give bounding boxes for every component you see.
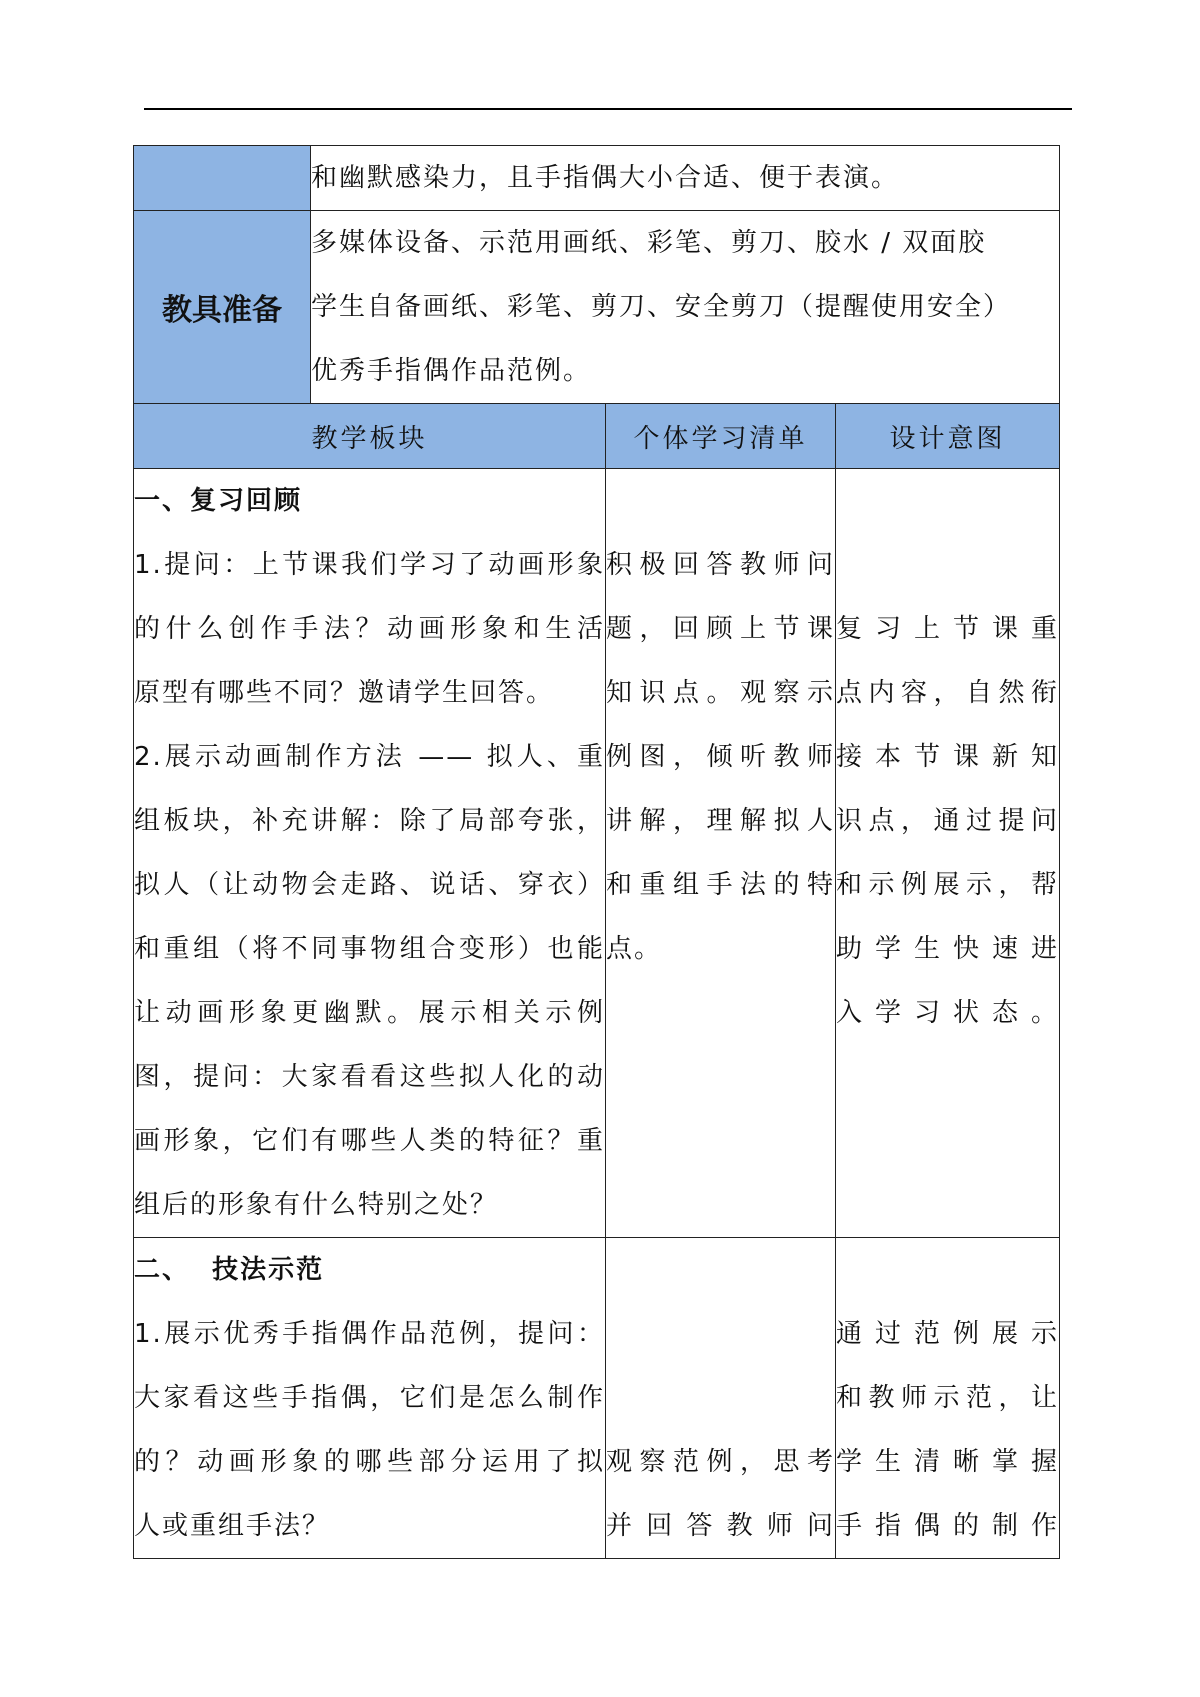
learning-line: 和重组手法的特 [606, 870, 835, 900]
materials-label: 教具准备 [134, 211, 311, 404]
module-line: 的？动画形象的哪些部分运用了拟 [134, 1447, 605, 1477]
learning-line: 积极回答教师问 [606, 550, 835, 580]
intent-line: 识点，通过提问 [836, 806, 1060, 836]
column-header-learning: 个体学习清单 [606, 404, 836, 469]
module-line: 1.展示优秀手指偶作品范例，提问： [134, 1319, 605, 1349]
module-line: 让动画形象更幽默。展示相关示例 [134, 998, 605, 1028]
section-title: 二、 技法示范 [134, 1255, 325, 1285]
module-line: 的什么创作手法？动画形象和生活 [134, 614, 605, 644]
module-line: 画形象，它们有哪些人类的特征？重 [134, 1126, 605, 1156]
continuation-label-cell [134, 146, 311, 211]
column-header-module: 教学板块 [134, 404, 606, 469]
column-header-row [134, 404, 1060, 469]
module-line: 1.提问：上节课我们学习了动画形象 [134, 550, 605, 580]
section-review-module [134, 469, 606, 1238]
intent-line: 接本节课新知 [836, 742, 1060, 772]
module-line: 原型有哪些不同？邀请学生回答。 [134, 678, 555, 708]
section-demo-module [134, 1238, 606, 1559]
intent-line: 和教师示范，让 [836, 1383, 1060, 1413]
intent-line: 点内容，自然衔 [836, 678, 1060, 708]
intent-line: 和示例展示，帮 [836, 870, 1060, 900]
header-rule [144, 108, 1072, 110]
section-demo-intent [836, 1238, 1060, 1559]
section-review-intent [836, 469, 1060, 1238]
materials-line: 多媒体设备、示范用画纸、彩笔、剪刀、胶水 / 双面胶 [311, 228, 987, 258]
intent-line: 手指偶的制作 [836, 1511, 1060, 1541]
section-review-learning [606, 469, 836, 1238]
materials-line: 优秀手指偶作品范例。 [311, 356, 592, 386]
module-line: 组板块，补充讲解：除了局部夸张， [134, 806, 605, 836]
module-line: 组后的形象有什么特别之处？ [134, 1190, 499, 1220]
section-demo-row [134, 1238, 1060, 1559]
materials-list [311, 211, 1060, 404]
learning-line: 点。 [606, 934, 663, 964]
learning-line: 题，回顾上节课 [606, 614, 835, 644]
intent-line: 入学习状态。 [836, 998, 1060, 1028]
module-line: 2.展示动画制作方法 —— 拟人、重 [134, 742, 605, 772]
module-line: 和重组（将不同事物组合变形）也能 [134, 934, 605, 964]
learning-line: 并回答教师问 [606, 1511, 835, 1541]
learning-line: 讲解，理解拟人 [606, 806, 835, 836]
learning-line: 知识点。观察示 [606, 678, 835, 708]
module-line: 拟人（让动物会走路、说话、穿衣） [134, 870, 605, 900]
materials-row [134, 211, 1060, 404]
continuation-text: 和幽默感染力，且手指偶大小合适、便于表演。 [311, 146, 1060, 211]
lesson-plan-table [133, 145, 1060, 1559]
section-title: 一、复习回顾 [134, 486, 303, 516]
section-demo-learning [606, 1238, 836, 1559]
learning-line: 观察范例，思考 [606, 1447, 835, 1477]
continuation-row [134, 146, 1060, 211]
module-line: 人或重组手法？ [134, 1511, 331, 1541]
intent-line: 学生清晰掌握 [836, 1447, 1060, 1477]
section-review-row [134, 469, 1060, 1238]
intent-line: 助学生快速进 [836, 934, 1060, 964]
materials-line: 学生自备画纸、彩笔、剪刀、安全剪刀（提醒使用安全） [311, 292, 1012, 322]
module-line: 图，提问：大家看看这些拟人化的动 [134, 1062, 605, 1092]
learning-line: 例图，倾听教师 [606, 742, 835, 772]
intent-line: 通过范例展示 [836, 1319, 1060, 1349]
column-header-intent: 设计意图 [836, 404, 1060, 469]
module-line: 大家看这些手指偶，它们是怎么制作 [134, 1383, 605, 1413]
intent-line: 复习上节课重 [836, 614, 1060, 644]
